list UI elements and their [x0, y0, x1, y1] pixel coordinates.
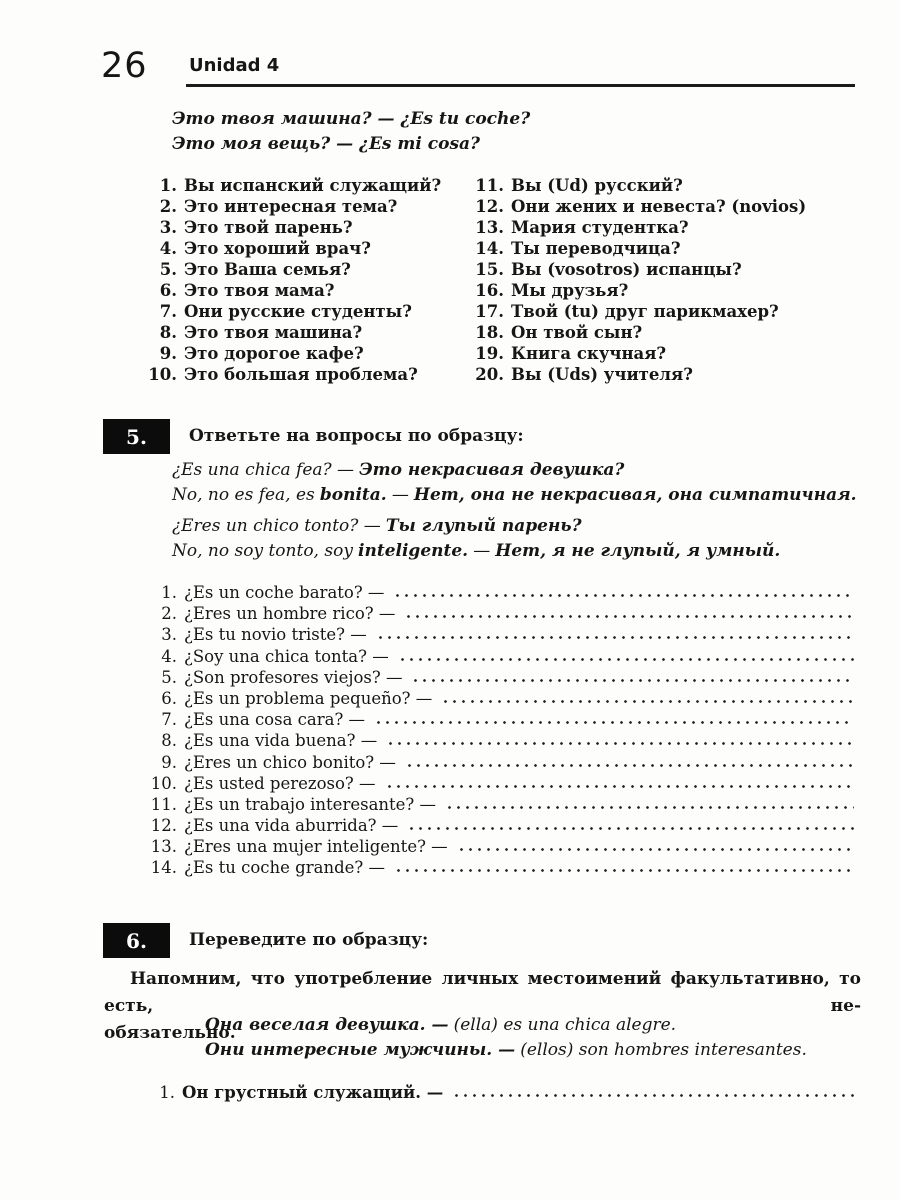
question-row [139, 280, 441, 301]
question-row [466, 217, 806, 238]
exercise-6-title: Переведите по образцу: [189, 930, 429, 950]
intro-example-line: Это моя вещь? — ¿Es mi cosa? [172, 134, 481, 154]
answer-blank-dots [393, 593, 854, 598]
answer-number: 3. [161, 625, 177, 645]
question-number: 2. [159, 197, 177, 216]
example-spanish: No, no soy tonto, soy [172, 540, 353, 561]
answer-question: ¿Es un trabajo interesante? — [184, 794, 437, 814]
question-row [466, 238, 806, 259]
question-row [466, 259, 806, 280]
answer-row [139, 753, 856, 774]
example-spanish: (ellos) son hombres interesantes. [520, 1040, 807, 1060]
answer-number: 4. [161, 646, 177, 666]
answer-number: 7. [161, 710, 177, 730]
question-row [466, 301, 806, 322]
answer-question: ¿Eres un chico bonito? — [184, 752, 396, 772]
question-number: 11. [475, 176, 504, 195]
question-number: 9. [159, 344, 177, 363]
question-row [139, 196, 441, 217]
answer-blank-dots [394, 868, 854, 873]
answer-blank-dots [385, 784, 855, 789]
answer-number: 1. [161, 583, 177, 602]
example-pair [172, 514, 857, 563]
answer-number: 2. [161, 604, 177, 624]
answer-question: ¿Es un coche barato? — [184, 583, 385, 602]
question-row [139, 217, 441, 238]
exercise-6-examples [205, 1013, 807, 1063]
question-text: Мария студентка? [511, 218, 689, 237]
unit-title: Unidad 4 [189, 55, 280, 76]
answer-question: ¿Eres una mujer inteligente? — [184, 837, 448, 857]
example-spanish: No, no es fea, es [172, 484, 315, 505]
answer-question: ¿Es tu novio triste? — [184, 625, 367, 645]
answer-row [139, 858, 856, 879]
example-pair [172, 458, 857, 507]
question-row [139, 301, 441, 322]
question-row [139, 343, 441, 364]
dash: — [391, 484, 409, 505]
question-text: Вы (Uds) учителя? [511, 365, 693, 384]
answer-number: 14. [150, 858, 177, 878]
dash: — [473, 540, 491, 561]
exercise-5-badge: 5. [103, 419, 170, 454]
example-spanish-bold: inteligente. [358, 540, 469, 561]
question-text: Это хороший врач? [184, 239, 371, 258]
answer-row [139, 816, 856, 837]
example-spanish-bold: bonita. [319, 484, 387, 505]
note-line: Напомним, что употребление личных местоимений факультативно, то есть, не- [104, 969, 861, 1016]
question-number: 12. [475, 197, 504, 216]
example-answer-line [172, 539, 857, 564]
answer-question: ¿Es una vida buena? — [184, 731, 378, 751]
question-text: Вы (Ud) русский? [511, 176, 683, 195]
question-text: Вы испанский служащий? [184, 176, 442, 195]
questions-column-left [139, 175, 441, 385]
answer-question: ¿Es una vida aburrida? — [184, 816, 399, 836]
question-text: Твой (tu) друг парикмахер? [511, 302, 779, 321]
question-text: Ты переводчица? [511, 239, 681, 258]
example-question-line [172, 458, 857, 483]
answer-number: 10. [150, 773, 177, 793]
exercise-5-examples [172, 458, 857, 563]
question-text: Они русские студенты? [184, 302, 412, 321]
question-text: Это Ваша семья? [184, 260, 351, 279]
header-rule [186, 84, 855, 87]
example-spanish: ¿Eres un chico tonto? — [172, 516, 381, 536]
question-row [466, 364, 806, 385]
example-spanish: (ella) es una chica alegre. [453, 1015, 677, 1035]
question-number: 18. [475, 323, 504, 342]
answer-row [139, 604, 856, 625]
answer-blank-dots [407, 826, 854, 831]
answer-blank-dots [404, 614, 854, 619]
question-number: 8. [159, 323, 177, 342]
answer-blank-dots [376, 635, 854, 640]
question-number: 16. [475, 281, 504, 300]
example-russian: Они интересные мужчины. — [205, 1040, 516, 1060]
page-number: 26 [101, 46, 148, 86]
exercise-5-answer-list [139, 583, 856, 880]
question-row [139, 364, 441, 385]
answer-blank-dots [386, 741, 854, 746]
answer-row [139, 583, 856, 604]
answer-row [139, 731, 856, 752]
answer-blank-dots [445, 805, 854, 810]
intro-example-line: Это твоя машина? — ¿Es tu coche? [172, 109, 531, 129]
question-row [139, 322, 441, 343]
question-row [466, 343, 806, 364]
question-number: 17. [475, 302, 504, 321]
example-line [205, 1038, 807, 1063]
intro-examples [172, 107, 530, 157]
question-text: Это большая проблема? [184, 365, 418, 384]
question-text: Мы друзья? [511, 281, 629, 300]
question-number: 3. [159, 218, 177, 237]
question-number: 6. [159, 281, 177, 300]
question-text: Это интересная тема? [184, 197, 398, 216]
example-russian: Нет, я не глупый, я умный. [495, 540, 781, 561]
answer-blank-dots [398, 657, 854, 662]
answer-number: 12. [150, 816, 177, 836]
question-number: 7. [159, 302, 177, 321]
example-russian: Ты глупый парень? [385, 516, 582, 536]
answer-question: Он грустный служащий. — [182, 1083, 444, 1102]
question-text: Это твоя мама? [184, 281, 335, 300]
answer-blank-dots [405, 763, 854, 768]
exercise-6-badge: 6. [103, 923, 170, 958]
question-number: 4. [159, 239, 177, 258]
question-row [466, 322, 806, 343]
question-number: 19. [475, 344, 504, 363]
example-russian: Это некрасивая девушка? [359, 460, 625, 480]
question-number: 20. [475, 365, 504, 384]
answer-question: ¿Es tu coche grande? — [184, 858, 385, 878]
answer-blank-dots [457, 847, 854, 852]
question-row [139, 175, 441, 196]
answer-number: 9. [161, 752, 177, 772]
answer-number: 11. [150, 794, 177, 814]
question-text: Вы (vosotros) испанцы? [511, 260, 742, 279]
questions-column-right [466, 175, 806, 385]
question-number: 13. [475, 218, 504, 237]
answer-question: ¿Es un problema pequeño? — [184, 688, 433, 708]
answer-number: 1. [159, 1083, 175, 1102]
question-text: Они жених и невеста? (novios) [511, 197, 807, 216]
question-row [139, 238, 441, 259]
answer-row [139, 710, 856, 731]
answer-question: ¿Es usted perezoso? — [184, 773, 376, 793]
answer-number: 13. [150, 837, 177, 857]
question-text: Он твой сын? [511, 323, 643, 342]
answer-question: ¿Eres un hombre rico? — [184, 604, 396, 624]
answer-question: ¿Soy una chica tonta? — [184, 646, 389, 666]
exercise-6-item-1 [151, 1083, 856, 1102]
note-line: обязательно. [104, 1023, 236, 1043]
answer-blank-dots [452, 1093, 854, 1098]
question-number: 10. [148, 365, 177, 384]
answer-row [139, 647, 856, 668]
example-answer-line [172, 483, 857, 508]
answer-number: 6. [161, 688, 177, 708]
answer-blank-dots [411, 678, 854, 683]
question-row [466, 196, 806, 217]
question-text: Это дорогое кафе? [184, 344, 364, 363]
answer-blank-dots [441, 699, 854, 704]
example-russian: Нет, она не некрасивая, она симпатичная. [413, 484, 857, 505]
answer-row [139, 625, 856, 646]
answer-blank-dots [374, 720, 854, 725]
answer-question: ¿Son profesores viejos? — [184, 667, 403, 687]
question-text: Это твой парень? [184, 218, 353, 237]
question-text: Книга скучная? [511, 344, 667, 363]
answer-row [139, 774, 856, 795]
example-line [205, 1013, 807, 1038]
answer-row [139, 795, 856, 816]
example-question-line [172, 514, 857, 539]
question-text: Это твоя машина? [184, 323, 363, 342]
answer-number: 5. [161, 667, 177, 687]
answer-row [139, 837, 856, 858]
question-number: 1. [159, 176, 177, 195]
example-spanish: ¿Es una chica fea? — [172, 460, 355, 480]
answer-question: ¿Es una cosa cara? — [184, 710, 366, 730]
question-number: 5. [159, 260, 177, 279]
question-row [139, 259, 441, 280]
answer-row [139, 689, 856, 710]
question-number: 14. [475, 239, 504, 258]
example-russian: Она веселая девушка. — [205, 1015, 449, 1035]
answer-row [139, 668, 856, 689]
question-row [466, 175, 806, 196]
answer-number: 8. [161, 731, 177, 751]
question-number: 15. [475, 260, 504, 279]
question-row [466, 280, 806, 301]
exercise-5-title: Ответьте на вопросы по образцу: [189, 426, 524, 446]
